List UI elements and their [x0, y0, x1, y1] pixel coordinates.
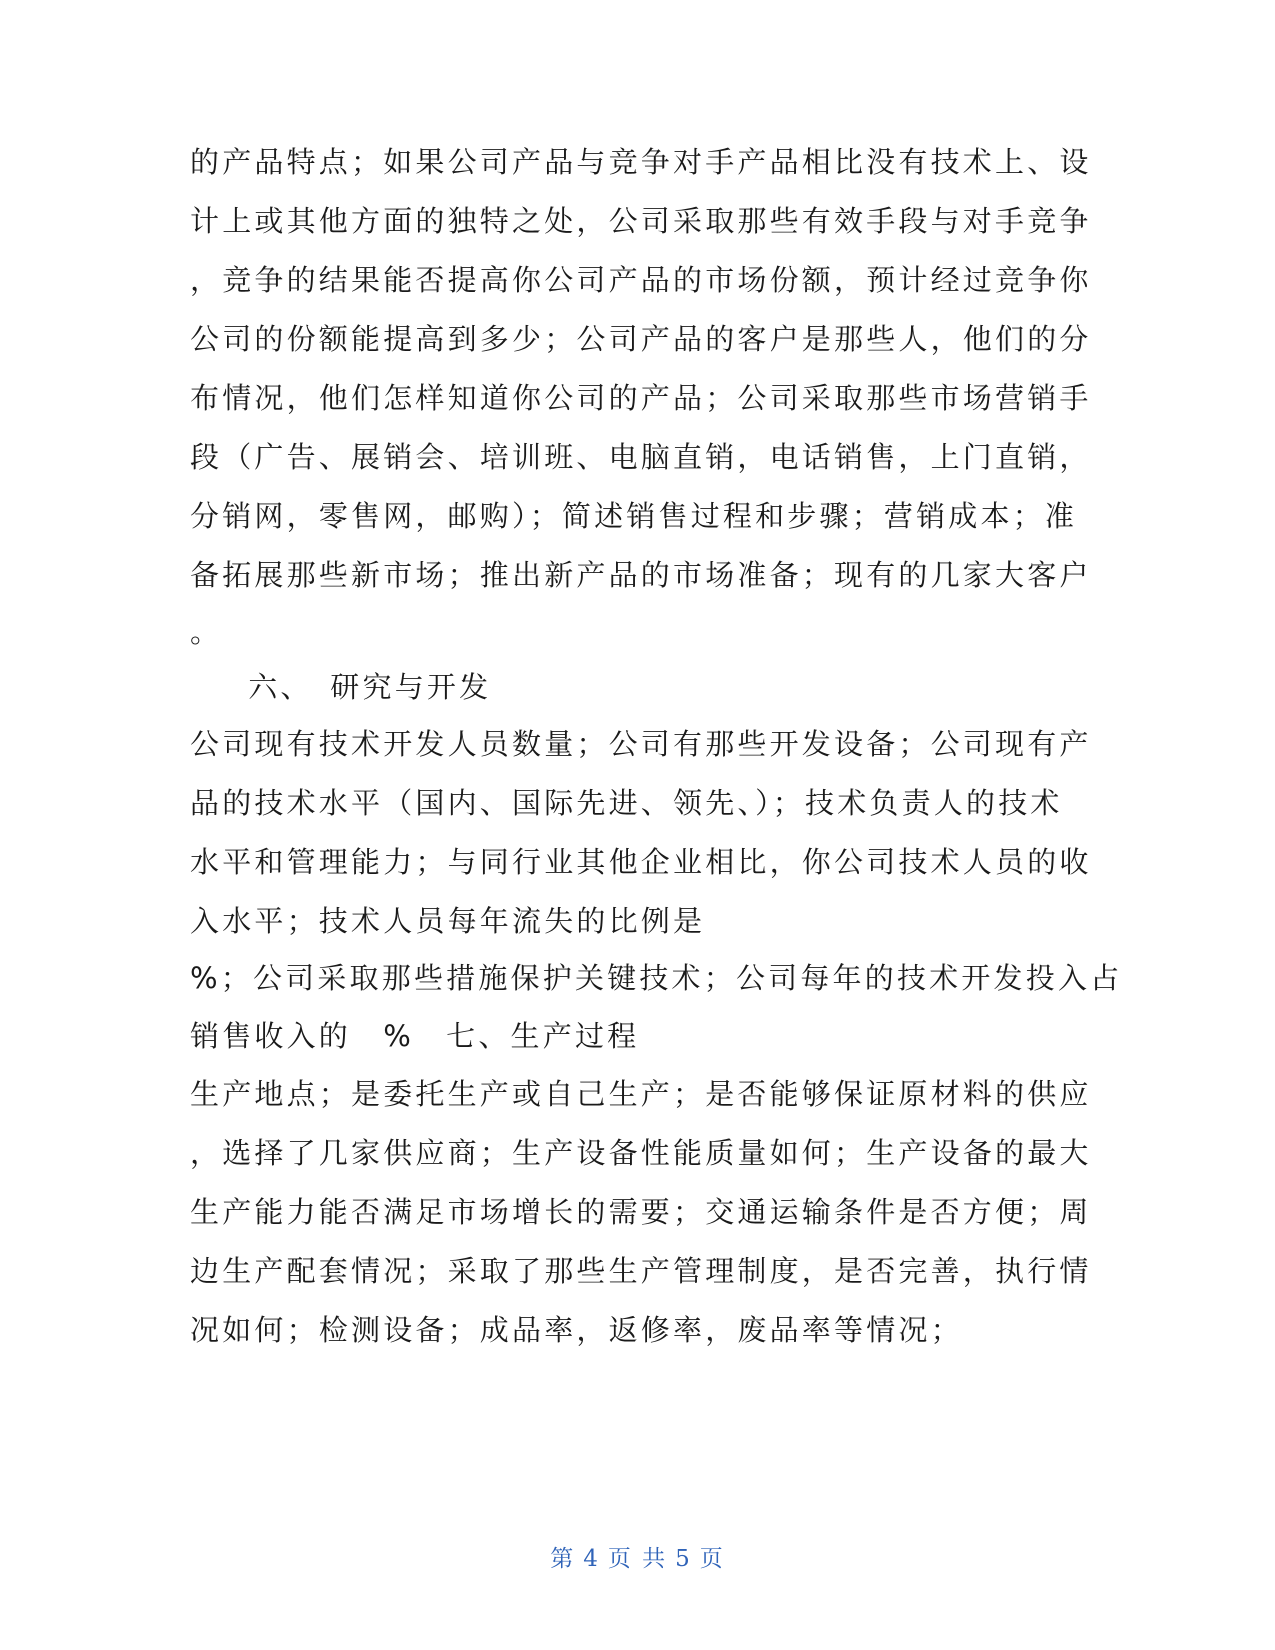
- text-line: 的产品特点；如果公司产品与竞争对手产品相比没有技术上、设: [190, 145, 1092, 179]
- text-line: 。: [190, 615, 223, 649]
- text-line: 生产能力能否满足市场增长的需要；交通运输条件是否方便；周: [190, 1195, 1092, 1229]
- text-line: 入水平；技术人员每年流失的比例是: [190, 904, 706, 938]
- text-line: 水平和管理能力；与同行业其他企业相比，你公司技术人员的收: [190, 845, 1092, 879]
- text-line: ，选择了几家供应商；生产设备性能质量如何；生产设备的最大: [190, 1136, 1092, 1170]
- text-line: 公司现有技术开发人员数量；公司有那些开发设备；公司现有产: [190, 727, 1092, 761]
- text-line: 分销网，零售网，邮购）；简述销售过程和步骤；营销成本；准: [190, 499, 1078, 533]
- footer-prefix: 第: [550, 1546, 576, 1572]
- text-line: 布情况，他们怎样知道你公司的产品；公司采取那些市场营销手: [190, 381, 1092, 415]
- text-line: 况如何；检测设备；成品率，返修率，废品率等情况；: [190, 1313, 963, 1347]
- text-line: 公司的份额能提高到多少；公司产品的客户是那些人，他们的分: [190, 322, 1092, 356]
- page-footer: [0, 1540, 1275, 1573]
- text-line: 边生产配套情况；采取了那些生产管理制度，是否完善，执行情: [190, 1254, 1092, 1288]
- text-line: 品的技术水平（国内、国际先进、领先、）；技术负责人的技术: [190, 786, 1063, 820]
- footer-middle: 页 共: [607, 1546, 668, 1572]
- text-line: ，竞争的结果能否提高你公司产品的市场份额，预计经过竞争你: [190, 263, 1092, 297]
- section-heading: 六、 研究与开发: [216, 670, 492, 704]
- footer-suffix: 页: [699, 1546, 725, 1572]
- footer-total-pages: 5: [675, 1546, 692, 1572]
- text-line: 生产地点；是委托生产或自己生产；是否能够保证原材料的供应: [190, 1077, 1092, 1111]
- section-heading-inline: 销售收入的 % 七、生产过程: [190, 1019, 640, 1053]
- text-line: 备拓展那些新市场；推出新产品的市场准备；现有的几家大客户: [190, 558, 1092, 592]
- text-line: 计上或其他方面的独特之处，公司采取那些有效手段与对手竞争: [190, 204, 1092, 238]
- text-line: 段（广告、展销会、培训班、电脑直销，电话销售，上门直销，: [190, 440, 1092, 474]
- text-line: %；公司采取那些措施保护关键技术；公司每年的技术开发投入占: [190, 961, 1123, 995]
- footer-current-page: 4: [583, 1546, 600, 1572]
